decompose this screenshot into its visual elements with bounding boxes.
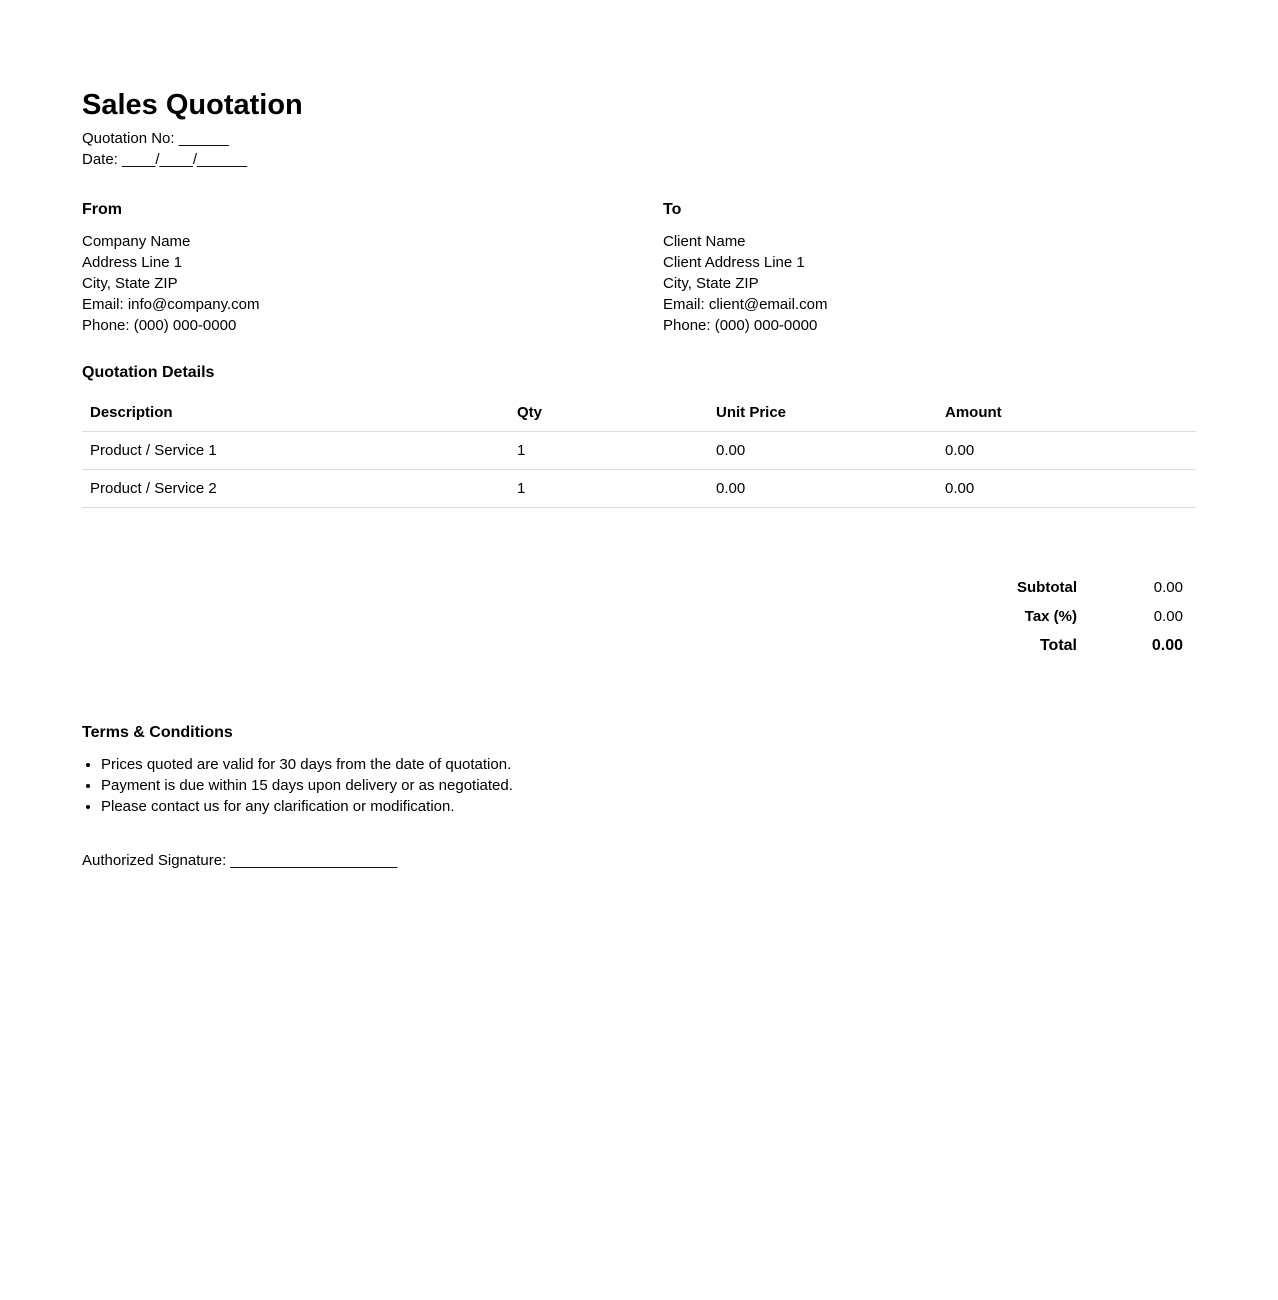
item-amount: 0.00 [937, 432, 1196, 470]
to-email: Email: client@email.com [663, 296, 828, 313]
from-email: Email: info@company.com [82, 296, 260, 313]
item-unit-price: 0.00 [708, 432, 937, 470]
terms-item: • Please contact us for any clarification or modification. [101, 796, 513, 817]
column-description: Description [82, 394, 509, 432]
from-section [82, 199, 615, 336]
page-title: Sales Quotation [82, 89, 303, 121]
item-amount: 0.00 [937, 470, 1196, 508]
tax-value: 0.00 [1153, 608, 1183, 625]
table-row [82, 470, 1196, 508]
details-heading: Quotation Details [82, 364, 215, 381]
items-table [82, 394, 1196, 508]
authorized-signature: Authorized Signature: ____________________ [82, 852, 398, 869]
subtotal-row [937, 573, 1196, 602]
terms-item: • Prices quoted are valid for 30 days from the date of quotation. [101, 754, 513, 775]
total-value: 0.00 [1151, 636, 1183, 654]
quotation-number: Quotation No: ______ [82, 130, 229, 147]
to-client: Client Name [663, 233, 746, 250]
table-header-row [82, 394, 1196, 432]
item-qty: 1 [509, 432, 708, 470]
quotation-details [82, 362, 1196, 508]
tax-row [937, 602, 1196, 631]
item-description: Product / Service 1 [82, 432, 509, 470]
quotation-meta [82, 128, 1196, 170]
terms-item: • Payment is due within 15 days upon delivery or as negotiated. [101, 775, 513, 796]
item-description: Product / Service 2 [82, 470, 509, 508]
to-city: City, State ZIP [663, 275, 759, 292]
to-address: Client Address Line 1 [663, 254, 805, 271]
subtotal-label: Subtotal [1017, 579, 1077, 596]
terms-heading: Terms & Conditions [82, 724, 233, 741]
terms-list [82, 754, 513, 817]
tax-label: Tax (%) [1024, 608, 1077, 625]
totals-table [937, 573, 1196, 660]
to-section [663, 199, 1196, 336]
from-company: Company Name [82, 233, 191, 250]
to-heading: To [663, 201, 682, 218]
quotation-date: Date: ____/____/______ [82, 151, 248, 168]
from-phone: Phone: (000) 000-0000 [82, 317, 237, 334]
from-address: Address Line 1 [82, 254, 183, 271]
column-unit-price: Unit Price [708, 394, 937, 432]
table-row [82, 432, 1196, 470]
from-city: City, State ZIP [82, 275, 178, 292]
terms-section [82, 722, 513, 817]
column-amount: Amount [937, 394, 1196, 432]
quotation-document [82, 86, 1196, 869]
from-heading: From [82, 201, 122, 218]
item-unit-price: 0.00 [708, 470, 937, 508]
column-qty: Qty [509, 394, 708, 432]
total-label: Total [1039, 636, 1077, 654]
item-qty: 1 [509, 470, 708, 508]
to-phone: Phone: (000) 000-0000 [663, 317, 818, 334]
subtotal-value: 0.00 [1153, 579, 1183, 596]
parties [82, 199, 1196, 336]
total-row [937, 631, 1196, 660]
